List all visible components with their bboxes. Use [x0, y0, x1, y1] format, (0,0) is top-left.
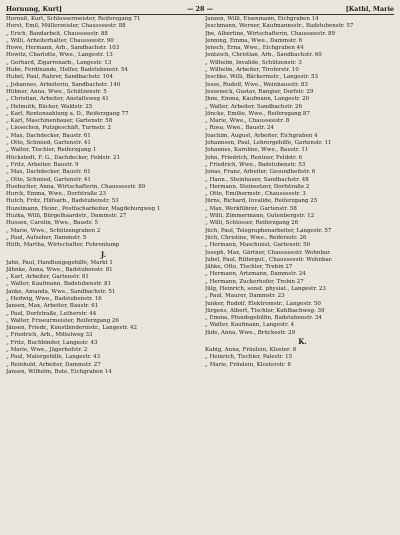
directory-entry: Jentzsch, Christian, Arb., Sandbachstr. 60 [205, 52, 322, 59]
directory-entry: „ Marie, Wwe., Chausseestr. 8 [205, 118, 290, 125]
right-column [205, 16, 400, 369]
directory-entry: Jesse, Rudolf, Wwe., Weinhausstr. 83 [205, 81, 308, 88]
left-entries-2 [6, 260, 201, 377]
directory-entry: Howitz, Charlotte, Wwe., Langestr. 13 [6, 52, 113, 59]
left-entries [6, 16, 201, 250]
directory-entry: Junker, Rudolf, Elektromstr., Langestr. 50 [205, 300, 321, 307]
directory-entry: „ Hann., Steinhauer, Sandbachstr. 48 [205, 176, 309, 183]
section-letter-k: K. [298, 337, 307, 347]
right-entries [205, 16, 400, 337]
directory-entry: „ Otto, Schmied, Gartenstr. 41 [6, 140, 91, 147]
directory-entry: „ Max, Dachdecker, Baustr. 61 [6, 132, 91, 139]
directory-entry: „ Otto, Schmied, Gartenstr. 41 [6, 176, 91, 183]
directory-entry: Hübner, Anna, Wwe., Schützenstr. 5 [6, 88, 107, 95]
directory-entry: Jeschmann, Werner, Kaufmannsstr., Badstubenstr. 57 [205, 23, 354, 30]
directory-entry: „ Marie, Fräulein, Klosterstr. 8 [205, 361, 291, 368]
directory-entry: Johannsen, Paul, Lehrergehilfe, Gartenstr. 11 [205, 140, 332, 147]
directory-entry: Hurck, Emma, Wwe., Dorfstraße 23 [6, 191, 106, 198]
directory-entry: Jülg, Heinrich, sonst. physiat., Langestr. 23 [205, 285, 326, 292]
directory-entry: Jesseneck, Gustav, Rangier, Dorfstr. 29 [205, 88, 314, 95]
directory-entry: John, Friedrich, Rentner, Feldstr. 6 [205, 154, 303, 161]
directory-entry: Hückstedt, F. G., Dachdecker, Feldstr. 21 [6, 154, 121, 161]
directory-entry: „ Paul, Malergehilfe, Langestr. 43 [6, 354, 101, 361]
directory-entry: „ Rosa, Wwe., Baustr. 24 [205, 125, 274, 132]
directory-entry: „ Paul, Maurer, Dammstr. 23 [205, 293, 285, 300]
directory-entry: „ Paul, Aufseher, Dammstr. 5 [6, 234, 87, 241]
directory-entry: Jenning, Emma, Wwe., Dammstr. 6 [205, 37, 303, 44]
directory-entry: Jähke, Otto, Tischler, Trebin 27 [205, 264, 293, 271]
directory-entry: „ Max, Dachdecker, Baustr. 61 [6, 169, 91, 176]
directory-entry: „ Wilhelm, Invalide, Schützenstr. 3 [205, 59, 302, 66]
directory-entry: Kabig, Anna, Fräulein, Kloster. 8 [205, 347, 297, 354]
directory-entry: „ Hedwig, Wwe., Badstubenstr. 16 [6, 295, 102, 302]
directory-entry: „ Hermann, Steinsetzer, Dorfstraße 2 [205, 183, 310, 190]
directory-entry: Jansen, Max, Arbeiter, Baustr. 61 [6, 303, 99, 310]
directory-entry: Jeschke, Willi, Bäckermstr., Langestr. 53 [205, 74, 319, 81]
directory-entry: „ Friedrich, Wwe., Badstubenstr. 53 [205, 161, 306, 168]
directory-entry: Jänsen, Friedr., Kunstbindermstr., Langestr. 42 [6, 325, 138, 332]
directory-entry: „ Heinrich, Tischler, Palestr. 15 [205, 354, 293, 361]
directory-entry: „ Gerhard, Zigarrenarb., Langestr. 13 [6, 59, 112, 66]
directory-entry: Jähnke, Anna, Wwe., Badstubenstr. 81 [6, 266, 113, 273]
directory-entry: Jhne, Emma, Kaufmann, Langestr. 20 [205, 96, 310, 103]
directory-entry: „ Marie, Wwe., Schützengraben 2 [6, 227, 101, 234]
directory-entry: „ Walter, Tischler, Reiferzgang 1 [6, 147, 97, 154]
directory-entry: Johannes, Karoline, Wwe., Baustr. 11 [205, 147, 309, 154]
directory-entry: „ Paul, Dorfstraße, Lutherstr. 44 [6, 310, 97, 317]
directory-entry: Hube, Ferdinande, Helfer, Badstubenstr. 54 [6, 67, 128, 74]
directory-entry: Janke, Amanda, Wwe., Sandbachstr. 51 [6, 288, 116, 295]
page-number: — 28 — [186, 5, 214, 13]
header-left: Hornung, Kurt] [6, 5, 62, 13]
directory-entry: Jürns, Richard, Invalide, Reiferzgang 25 [205, 198, 318, 205]
directory-entry: Jüde, Anna, Wwe., Brückestr. 29 [205, 329, 296, 336]
directory-entry: „ Marie, Wwe., Jägerhofstr. 2 [6, 347, 88, 354]
directory-entry: Hussen, Carolin, Wwe., Baustr. 5 [6, 220, 99, 227]
directory-entry: Hubel, Paul, Rahrer, Sandbachstr. 104 [6, 74, 113, 81]
directory-entry: „ Walter, Kaufmann, Langestr. 4 [205, 322, 295, 329]
directory-entry: „ Walter, Friseurmeister, Reiferzgang 26 [6, 317, 119, 324]
directory-entry: Jansen, Wilhelm, Bote, Eichgraben 14 [6, 368, 112, 375]
directory-entry: „ Willi, Schlosser, Reiferzgang 26 [205, 220, 299, 227]
directory-entry: „ Hermann, Artzmann, Dammstr. 24 [205, 271, 306, 278]
left-column [6, 16, 201, 376]
directory-entry: „ Hermann, Zuckerhofer, Trebin 27 [205, 278, 304, 285]
directory-entry: Jürgens, Albert, Tischler, Kuhlbachweg. 39 [205, 307, 325, 314]
directory-entry: Jbe, Albertine, Wirtschafterin, Chausseestr. 89 [205, 30, 335, 37]
directory-entry: Jüch, Paul, Telegraphenarbeiter, Langestr. 57 [205, 227, 332, 234]
directory-entry: Jubel, Paul, Rittergut., Chausseestr. Wohnbar. [205, 256, 333, 263]
directory-entry: Horst, Emil, Müllerzeisler, Chausseestr. 88 [6, 23, 126, 30]
directory-entry: Joachim, August, Arbeiter, Eichgraben 4 [205, 132, 318, 139]
directory-entry: Janzen, Willi, Eisenmann, Eichgraben 14 [205, 16, 319, 22]
directory-entry: „ Hermann, Maschinist, Gartenstr. 50 [205, 242, 311, 249]
directory-entry: Huzka, Willi, Bürgelhaardstr., Dammstr. 27 [6, 213, 127, 220]
directory-entry: Jüch, Christine, Wwe., Reiferzstr. 26 [205, 234, 307, 241]
directory-entry: „ Fritz, Buchbinder, Langestr. 43 [6, 339, 98, 346]
directory-entry: „ Liesechen, Putzgeschäft, Turmstr. 2 [6, 125, 111, 132]
directory-entry: „ Helmuth, Bäcker, Waldstr. 25 [6, 103, 93, 110]
directory-entry: Jahn, Paul, Handlungsgehilfe, Markt 1 [6, 259, 113, 266]
header-right: [Kathl, Marie [345, 5, 394, 13]
directory-entry: „ Willi, Arbeiterhalter, Chausseestr. 90 [6, 37, 114, 44]
right-entries-2 [205, 347, 400, 369]
directory-entry: Jöncke, Emilie, Wwe., Reiferzgang 87 [205, 110, 310, 117]
directory-entry: Jonas, Franz, Arbeiter, Gesundheitstr. 6 [205, 169, 316, 176]
directory-entry: „ Friedrich, Arb., Mittelweg 33 [6, 332, 93, 339]
directory-entry: „ Walter, Kaufmann, Badstubenstr. 81 [6, 281, 112, 288]
directory-entry: „ Reinhold, Arbeiter, Dammstr. 27 [6, 361, 101, 368]
directory-entry: „ Max, Werkführer, Gartenstr. 58 [205, 205, 297, 212]
directory-entry: „ Walter, Arbeiter, Sandbachstr. 26 [205, 103, 303, 110]
directory-entry: „ Johannes, Arbeiterin, Sandbachstr. 140 [6, 81, 121, 88]
directory-entry: „ Christian, Arbeiter, Anstaltsweg 41 [6, 96, 109, 103]
directory-entry: Hüth, Martha, Wirtschafter, Fehrenlump [6, 242, 120, 249]
directory-entry: „ Willi, Zimmermann, Gutenbergstr. 12 [205, 213, 315, 220]
directory-entry: „ Emma, Pfundsgehilfin, Badstubenstr. 34 [205, 315, 322, 322]
directory-entry: Huzelmann, Heinr., Postfacharbeiter, Magdeburgweg 1 [6, 205, 161, 212]
directory-entry: „ Erich, Bandarbeit, Chausseestr. 88 [6, 30, 108, 37]
directory-entry: Huebscher, Anna, Wirtschafterin, Chausseestr. 89 [6, 183, 146, 190]
directory-entry: Jensch, Erna, Wwe., Eichgraben 44 [205, 45, 304, 52]
header-rule [6, 14, 394, 15]
directory-entry: „ Karl, Rentenzahlung a. D., Reiferzgang 77 [6, 110, 129, 117]
directory-entry: „ Wilhelm, Arbeiter, Tiroferstr. 10 [205, 67, 299, 74]
directory-entry: „ Otto, Emilhermstr., Chausseestr. 3 [205, 191, 306, 198]
directory-entry: Hutch, Fritz, Hilfsarb., Badstubenstr. 53 [6, 198, 119, 205]
directory-entry: Howe, Hermann, Arb., Sandbachstr. 103 [6, 45, 120, 52]
section-letter-j: J. [100, 249, 107, 259]
directory-entry: „ Karl, Arbeiter, Gartenstr. 81 [6, 274, 89, 281]
directory-entry: Joseph, Max, Gärtner, Chausseestr. Wohnbar. [205, 249, 332, 256]
directory-entry: Hornuß, Kurt, Schlossermeister, Reiferzgang 71 [6, 16, 141, 22]
directory-entry: „ Karl, Maschinenbauer, Gartenstr. 58 [6, 118, 113, 125]
directory-entry: „ Fritz, Arbeiter, Baustr. 9 [6, 161, 79, 168]
